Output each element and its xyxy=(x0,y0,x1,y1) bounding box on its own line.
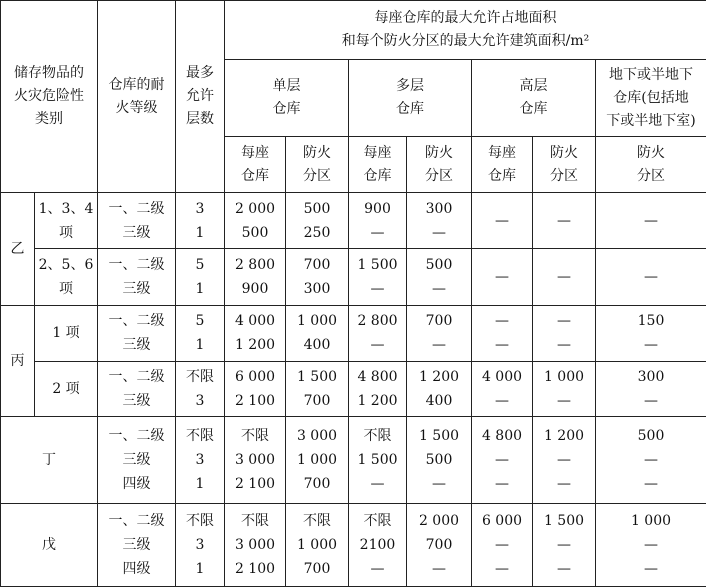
floors-cell: 5 1 xyxy=(176,249,225,305)
multi-building-cell: 不限 1 500 — xyxy=(349,416,407,503)
item-cell: 1、3、4 项 xyxy=(35,193,98,249)
underground-zone-cell: — xyxy=(596,249,706,305)
header-single-per-building: 每座 仓库 xyxy=(225,137,286,193)
underground-zone-cell: — xyxy=(596,193,706,249)
single-building-cell: 2 800 900 xyxy=(225,249,286,305)
multi-building-cell: 不限 2100 — xyxy=(349,503,407,586)
class-cell-ding: 丁 xyxy=(1,416,98,503)
multi-zone-cell: 1 200 400 xyxy=(407,361,472,416)
single-zone-cell: 1 500 700 xyxy=(286,361,349,416)
class-cell-bing: 丙 xyxy=(1,305,35,416)
multi-building-cell: 1 500 — xyxy=(349,249,407,305)
header-high-zone: 防火 分区 xyxy=(533,137,596,193)
header-area-title: 每座仓库的最大允许占地面积 和每个防火分区的最大允许建筑面积/m² xyxy=(225,1,706,60)
table-row xyxy=(1,249,706,305)
underground-zone-cell: 500 — — xyxy=(596,416,706,503)
item-cell: 2 项 xyxy=(35,361,98,416)
rating-cell: 一、二级 三级 xyxy=(98,249,176,305)
high-zone-cell: 1 200 — — xyxy=(533,416,596,503)
high-building-cell: 4 800 — — xyxy=(472,416,533,503)
high-zone-cell: — — xyxy=(533,305,596,361)
table-row xyxy=(1,361,706,416)
single-zone-cell: 3 000 1 000 700 xyxy=(286,416,349,503)
single-zone-cell: 700 300 xyxy=(286,249,349,305)
header-underground: 地下或半地下 仓库(包括地 下或半地下室) xyxy=(596,60,706,137)
high-zone-cell: 1 500 — — xyxy=(533,503,596,586)
rating-cell: 一、二级 三级 四级 xyxy=(98,416,176,503)
rating-cell: 一、二级 三级 xyxy=(98,305,176,361)
high-building-cell: — xyxy=(472,249,533,305)
table-row xyxy=(1,305,706,361)
high-building-cell: 6 000 — — xyxy=(472,503,533,586)
floors-cell: 不限 3 xyxy=(176,361,225,416)
multi-zone-cell: 300 — xyxy=(407,193,472,249)
header-multi-storey: 多层 仓库 xyxy=(349,60,472,137)
multi-building-cell: 4 800 1 200 xyxy=(349,361,407,416)
single-building-cell: 2 000 500 xyxy=(225,193,286,249)
class-cell-yi: 乙 xyxy=(1,193,35,305)
floors-cell: 不限 3 1 xyxy=(176,416,225,503)
single-zone-cell: 500 250 xyxy=(286,193,349,249)
header-single-zone: 防火 分区 xyxy=(286,137,349,193)
header-single-storey: 单层 仓库 xyxy=(225,60,349,137)
table-row xyxy=(1,416,706,503)
multi-building-cell: 2 800 — xyxy=(349,305,407,361)
underground-zone-cell: 1 000 — — xyxy=(596,503,706,586)
table-row xyxy=(1,193,706,249)
item-cell: 2、5、6 项 xyxy=(35,249,98,305)
header-underground-zone: 防火 分区 xyxy=(596,137,706,193)
high-building-cell: — xyxy=(472,193,533,249)
item-cell: 1 项 xyxy=(35,305,98,361)
underground-zone-cell: 150 — xyxy=(596,305,706,361)
table-row xyxy=(1,503,706,586)
high-zone-cell: — xyxy=(533,193,596,249)
multi-building-cell: 900 — xyxy=(349,193,407,249)
underground-zone-cell: 300 — xyxy=(596,361,706,416)
single-building-cell: 不限 3 000 2 100 xyxy=(225,503,286,586)
class-cell-wu: 戊 xyxy=(1,503,98,586)
header-category: 储存物品的 火灾危险性 类别 xyxy=(1,1,98,193)
header-fire-rating: 仓库的耐 火等级 xyxy=(98,1,176,193)
rating-cell: 一、二级 三级 xyxy=(98,361,176,416)
rating-cell: 一、二级 三级 四级 xyxy=(98,503,176,586)
multi-zone-cell: 500 — xyxy=(407,249,472,305)
header-row-1 xyxy=(1,1,706,60)
header-high-per-building: 每座 仓库 xyxy=(472,137,533,193)
header-max-floors: 最多 允许 层数 xyxy=(176,1,225,193)
multi-zone-cell: 700 — xyxy=(407,305,472,361)
high-building-cell: — — xyxy=(472,305,533,361)
multi-zone-cell: 2 000 700 — xyxy=(407,503,472,586)
floors-cell: 5 1 xyxy=(176,305,225,361)
floors-cell: 不限 3 1 xyxy=(176,503,225,586)
header-multi-zone: 防火 分区 xyxy=(407,137,472,193)
multi-zone-cell: 1 500 500 — xyxy=(407,416,472,503)
header-high-rise: 高层 仓库 xyxy=(472,60,596,137)
single-zone-cell: 1 000 400 xyxy=(286,305,349,361)
single-building-cell: 6 000 2 100 xyxy=(225,361,286,416)
header-multi-per-building: 每座 仓库 xyxy=(349,137,407,193)
high-zone-cell: — xyxy=(533,249,596,305)
single-building-cell: 不限 3 000 2 100 xyxy=(225,416,286,503)
floors-cell: 3 1 xyxy=(176,193,225,249)
rating-cell: 一、二级 三级 xyxy=(98,193,176,249)
single-zone-cell: 不限 1 000 700 xyxy=(286,503,349,586)
high-building-cell: 4 000 — xyxy=(472,361,533,416)
high-zone-cell: 1 000 — xyxy=(533,361,596,416)
single-building-cell: 4 000 1 200 xyxy=(225,305,286,361)
